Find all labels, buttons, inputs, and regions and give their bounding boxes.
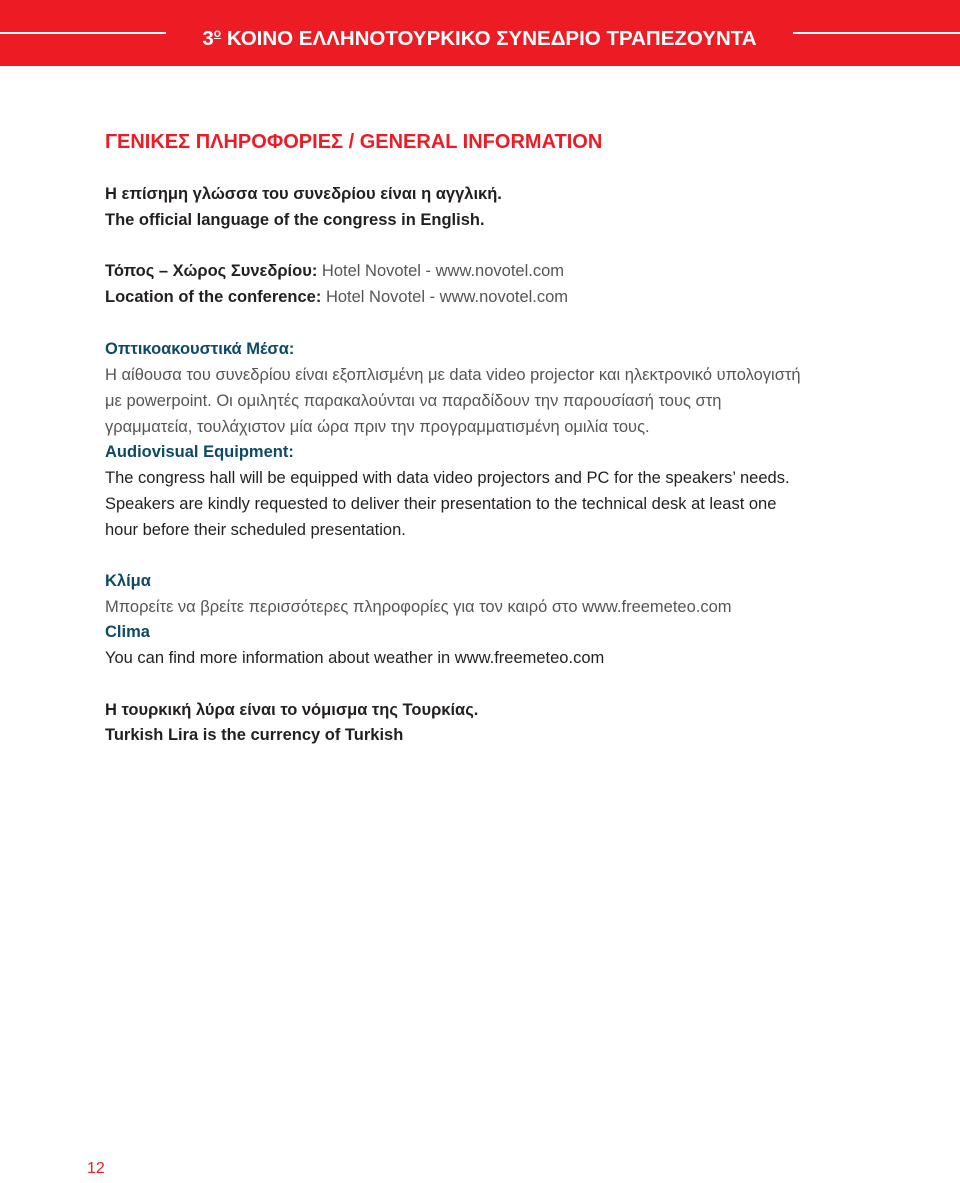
audiovisual-greek-line: Η αίθουσα του συνεδρίου είναι εξοπλισμένη με data video projector και ηλεκτρονικό υπολογιστή (105, 366, 801, 384)
audiovisual-english-line: hour before their scheduled presentation. (105, 521, 406, 539)
section-title: ΓΕΝΙΚΕΣ ΠΛΗΡΟΦΟΡΙΕΣ / GENERAL INFORMATION (105, 131, 603, 153)
header-title-text: ΚΟΙΝΟ ΕΛΛΗΝΟΤΟΥΡΚΙΚΟ ΣΥΝΕΔΡΙΟ ΤΡΑΠΕΖΟΥΝΤΑ (226, 27, 757, 50)
location-greek (105, 259, 564, 283)
header-banner (0, 0, 960, 66)
location-greek-label: Τόπος – Χώρος Συνεδρίου: (105, 262, 318, 280)
language-english: The official language of the congress in English. (105, 211, 485, 229)
climate-greek-label: Κλίμα (105, 572, 151, 590)
page-number: 12 (87, 1160, 105, 1177)
location-english-value: Hotel Novotel - www.novotel.com (325, 288, 569, 306)
climate-greek-text: Μπορείτε να βρείτε περισσότερες πληροφορίες για τον καιρό στο www.freemeteo.com (105, 598, 732, 616)
climate-english-text: You can find more information about weather in www.freemeteo.com (105, 649, 605, 667)
header-title (166, 18, 793, 48)
climate-english-label: Clima (105, 623, 150, 641)
location-english (105, 285, 568, 309)
audiovisual-english-line: The congress hall will be equipped with data video projectors and PC for the speakers’ needs. (105, 469, 790, 487)
location-greek-value: Hotel Novotel - www.novotel.com (321, 262, 565, 280)
audiovisual-english-label: Audiovisual Equipment: (105, 443, 294, 461)
currency-english: Turkish Lira is the currency of Turkish (105, 726, 404, 744)
audiovisual-greek-line: γραμματεία, τουλάχιστον μία ώρα πριν την προγραμματισμένη ομιλία τους. (105, 418, 650, 436)
audiovisual-greek-line: με powerpoint. Οι ομιλητές παρακαλούνται να παραδίδουν την παρουσίασή τους στη (105, 392, 722, 410)
banner-rule-right (793, 32, 960, 34)
header-title-number: 3 (202, 27, 214, 50)
currency-greek: Η τουρκική λύρα είναι το νόμισμα της Τουρκίας. (105, 701, 479, 719)
header-title-ordinal: ο (213, 26, 222, 40)
location-english-label: Location of the conference: (105, 288, 322, 306)
audiovisual-english-line: Speakers are kindly requested to deliver their presentation to the technical desk at least one (105, 495, 777, 513)
language-greek: Η επίσημη γλώσσα του συνεδρίου είναι η αγγλική. (105, 185, 502, 203)
banner-rule-left (0, 32, 166, 34)
audiovisual-greek-label: Οπτικοακουστικά Μέσα: (105, 340, 295, 358)
